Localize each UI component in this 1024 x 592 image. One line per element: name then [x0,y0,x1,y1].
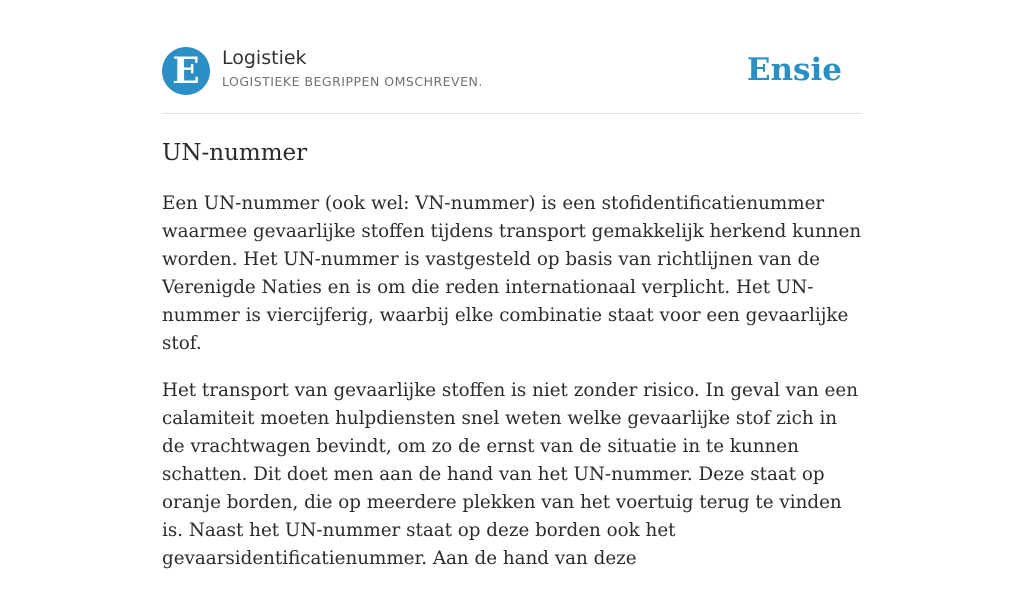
ensie-logo-icon[interactable]: E [162,47,210,95]
brand-logo[interactable]: Ensie [746,52,842,88]
site-header [162,46,862,96]
article-body [162,190,862,592]
article-paragraph-2: Het transport van gevaarlijke stoffen is niet zonder risico. In geval van een calamiteit moeten hulpdiensten snel weten welke gevaarlijke stof zich in de vrachtwagen bevindt, om zo de ernst van de situatie in te kunnen schatten. Dit doet men aan de hand van het UN-nummer. Deze staat op oranje borden, die op meerdere plekken van het voertuig terug te vinden is. Naast het UN-nummer staat op deze borden ook het gevaarsidentificatienummer. Aan de hand van deze [162,380,858,569]
page-title: UN-nummer [162,140,308,166]
article-paragraph-1: Een UN-nummer (ook wel: VN-nummer) is een stofidentificatienummer waarmee gevaarlijke stoffen tijdens transport gemakkelijk herkend kunnen worden. Het UN-nummer is vastgesteld op basis van richtlijnen van de Verenigde Naties en is om die reden internationaal verplicht. Het UN-nummer is viercijferig, waarbij elke combinatie staat voor een gevaarlijke stof. [162,193,862,354]
header-divider [162,113,862,114]
site-title[interactable]: Logistiek [222,47,307,69]
site-subtitle: LOGISTIEKE BEGRIPPEN OMSCHREVEN. [222,74,483,89]
